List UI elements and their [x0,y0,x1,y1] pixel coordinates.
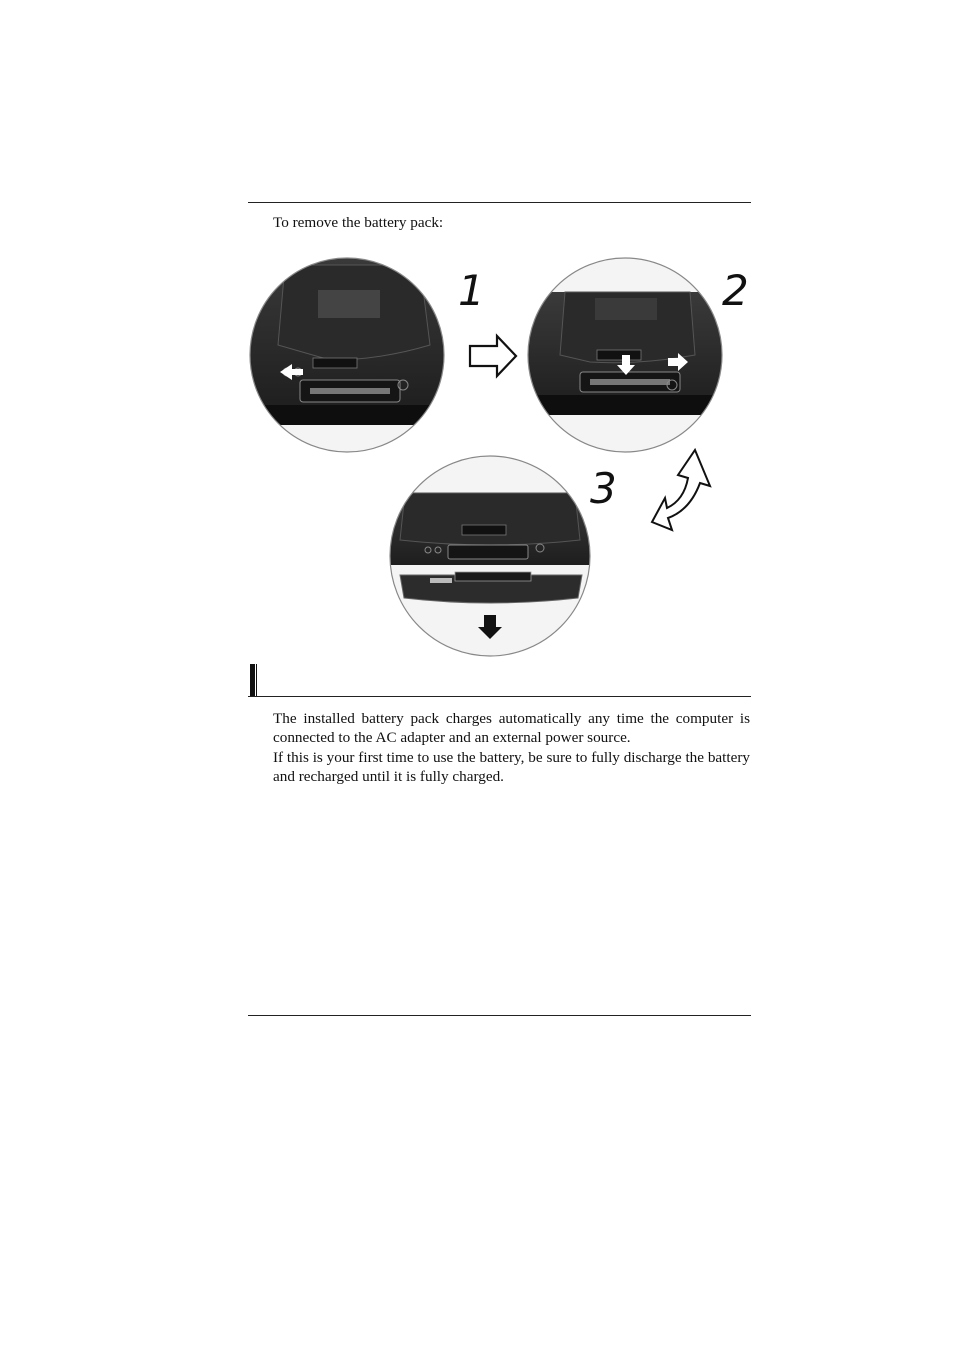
section-rule [248,696,751,697]
paragraph-auto-charge: The installed battery pack charges automatically any time the computer is connected to the AC adapter and an external power source. [273,710,750,746]
intro-text: To remove the battery pack: [273,214,444,231]
step-3-label: 3 [590,464,617,513]
section-marker [250,664,255,696]
step-2-label: 2 [722,266,749,315]
paragraph-first-use: If this is your first time to use the battery, be sure to fully discharge the battery and recharged until it is fully charged. [273,749,750,785]
curved-arrow-icon [652,450,710,530]
step-2-photo [525,255,730,460]
step-1-photo [245,255,450,460]
step-1-label: 1 [458,266,485,315]
section-marker-line [256,664,257,696]
step-3-photo [385,455,595,660]
bottom-rule [248,1015,751,1016]
arrow-right-icon [470,336,516,376]
